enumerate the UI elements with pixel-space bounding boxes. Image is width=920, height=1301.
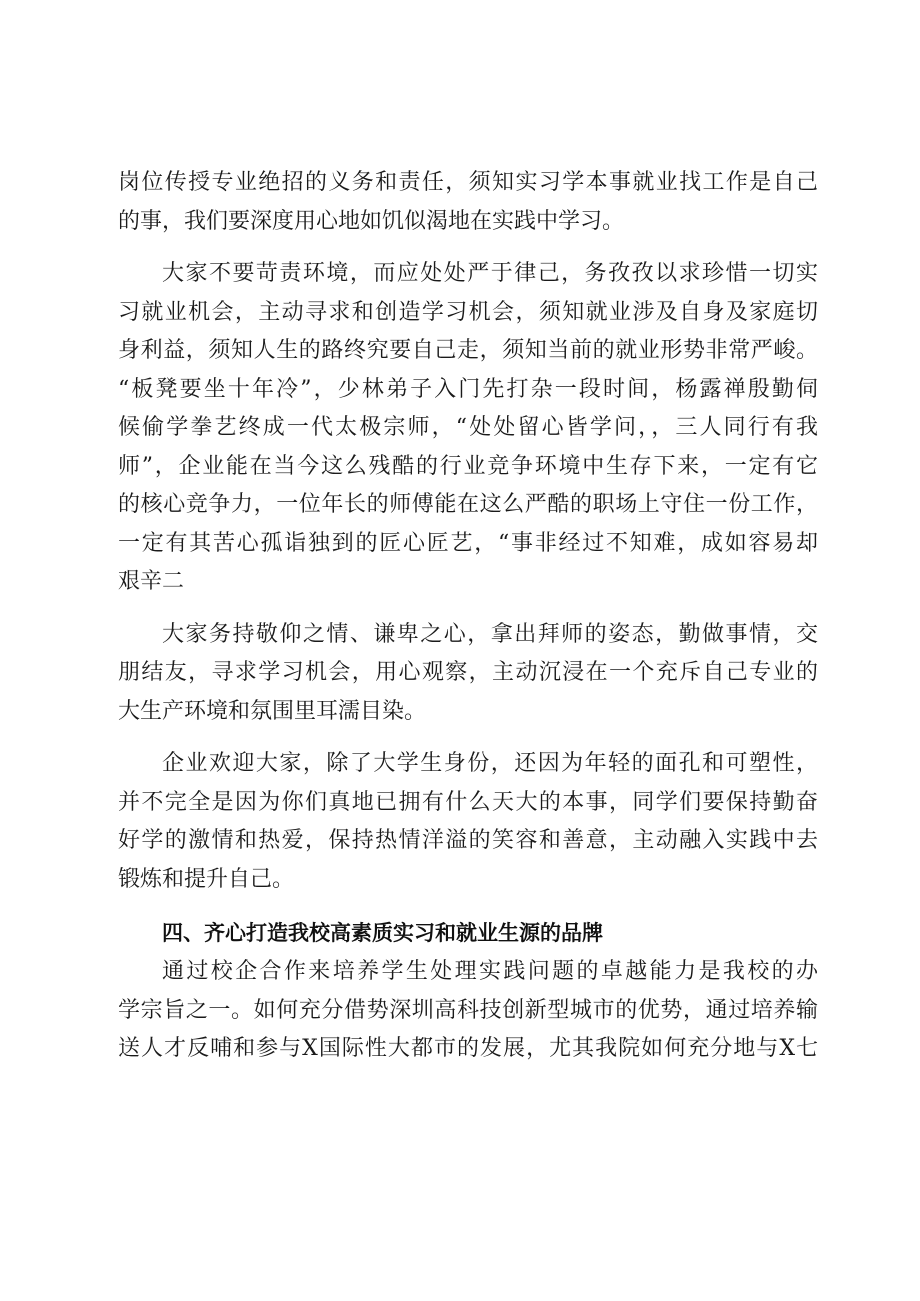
paragraph-line: 大家务持敬仰之情、谦卑之心，拿出拜师的姿态，勤做事情，交	[162, 621, 818, 647]
paragraph-line: 送人才反哺和参与X国际性大都市的发展，尤其我院如何充分地与X七	[118, 1036, 818, 1061]
paragraph-line: 的事，我们要深度用心地如饥似渴地在实践中学习。	[118, 208, 625, 234]
paragraph-line: 并不完全是因为你们真地已拥有什么天大的本事，同学们要保持勤奋	[118, 789, 818, 815]
paragraph-line: 师”，企业能在当今这么残酷的行业竞争环境中生存下来，一定有它	[118, 453, 818, 479]
paragraph-2	[118, 255, 818, 602]
paragraph-line: 大生产环境和氛围里耳濡目染。	[118, 698, 427, 724]
paragraph-3	[118, 616, 818, 732]
paragraph-line: 候偷学拳艺终成一代太极宗师，“处处留心皆学问，，三人同行有我	[118, 415, 818, 440]
paragraph-line: 通过校企合作来培养学生处理实践问题的卓越能力是我校的办	[162, 959, 818, 984]
paragraph-line: 岗位传授专业绝招的义务和责任，须知实习学本事就业找工作是自己	[118, 170, 818, 195]
paragraph-line: 朋结友，寻求学习机会，用心观察，主动沉浸在一个充斥自己专业的	[118, 660, 818, 685]
paragraph-line: “板凳要坐十年冷”，少林弟子入门先打杂一段时间，杨露禅殷勤伺	[118, 376, 818, 402]
section-heading: 四、齐心打造我校高素质实习和就业生源的品牌	[162, 921, 603, 945]
paragraph-line: 大家不要苛责环境，而应处处严于律己，务孜孜以求珍惜一切实	[162, 261, 818, 286]
paragraph-1	[118, 164, 818, 241]
paragraph-line: 身利益，须知人生的路终究要自己走，须知当前的就业形势非常严峻。	[118, 338, 818, 363]
paragraph-line: 的核心竞争力，一位年长的师傅能在这么严酷的职场上守住一份工作，	[118, 492, 818, 517]
paragraph-line: 学宗旨之一。如何充分借势深圳高科技创新型城市的优势，通过培养输	[118, 997, 818, 1023]
paragraph-4	[118, 745, 818, 899]
paragraph-line: 锻炼和提升自己。	[118, 866, 295, 892]
paragraph-5	[118, 953, 818, 1069]
paragraph-line: 好学的激情和热爱，保持热情洋溢的笑容和善意，主动融入实践中去	[118, 828, 818, 853]
paragraph-line: 企业欢迎大家，除了大学生身份，还因为年轻的面孔和可塑性，	[162, 751, 818, 776]
document-body	[118, 164, 818, 1069]
paragraph-line: 艰辛二	[118, 569, 185, 594]
paragraph-line: 习就业机会，主动寻求和创造学习机会，须知就业涉及自身及家庭切	[118, 299, 818, 325]
paragraph-line: 一定有其苦心孤诣独到的匠心匠艺，“事非经过不知难，成如容易却	[118, 530, 818, 556]
